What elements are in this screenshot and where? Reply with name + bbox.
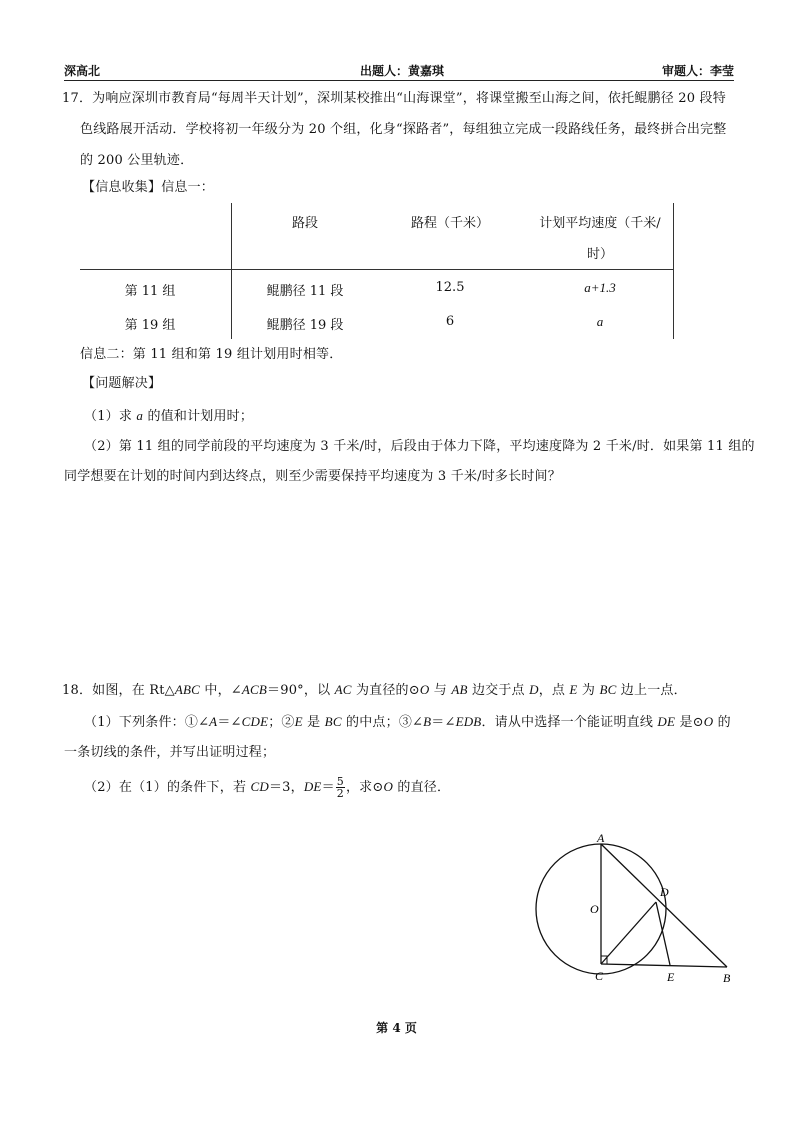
text-span: 边上一点．: [616, 683, 687, 698]
table-divider: [673, 203, 674, 339]
label-b: B: [723, 971, 731, 985]
col-header-segment: 路段: [291, 216, 318, 231]
text-span: 的中点；③∠: [341, 715, 424, 730]
author-name: 出题人：黄嘉琪: [360, 64, 445, 78]
math-var: CDE: [241, 714, 269, 729]
info-collect-title: 【信息收集】信息一：: [82, 180, 215, 195]
segment-ab: [601, 844, 727, 967]
q17-part1: [84, 401, 756, 432]
text-span: 为直径的⊙: [351, 683, 420, 698]
info2: 信息二：第 11 组和第 19 组计划用时相等．: [80, 347, 343, 362]
math-var: DE: [303, 779, 322, 794]
q17-part2-line2: 同学想要在计划的时间内到达终点，则至少需要保持平均速度为 3 千米/时多长时间？: [64, 469, 561, 484]
q17-line1: 17．为响应深圳市教育局“每周半天计划”，深圳某校推出“山海课堂”，将课堂搬至山海之间，依托鲲鹏径 20 段特: [62, 91, 726, 106]
math-var: D: [529, 682, 539, 697]
row-group: 第 11 组: [124, 284, 176, 299]
label-a: A: [597, 831, 605, 845]
label-d: D: [660, 885, 669, 899]
math-var: O: [383, 779, 394, 794]
text-span: 中，∠: [200, 683, 242, 698]
col-header-speed: 计划平均速度（千米/: [539, 216, 661, 231]
math-var: EDB: [455, 714, 482, 729]
text-span: ；②: [268, 715, 295, 730]
segment-cb: [601, 964, 727, 967]
math-var: AB: [451, 682, 468, 697]
text-span: 为: [577, 683, 600, 698]
text-span: ＝: [321, 780, 335, 795]
q18-part2: [84, 772, 756, 803]
label-o: O: [590, 902, 599, 916]
speed-expression: a+1.3: [584, 280, 616, 295]
text-span: ＝∠: [431, 715, 456, 730]
math-var: O: [419, 682, 430, 697]
math-var: BC: [324, 714, 342, 729]
text-span: ，求⊙: [345, 780, 384, 795]
math-var: A: [209, 714, 218, 729]
col-header-speed-cont: 时）: [586, 247, 613, 262]
math-var: BC: [599, 682, 617, 697]
row-speed: [550, 280, 650, 296]
math-var: DE: [657, 714, 676, 729]
q18-intro: [62, 675, 734, 706]
page-header: [64, 60, 734, 81]
row-speed: [550, 314, 650, 330]
var-a: a: [136, 408, 144, 423]
row-group: 第 19 组: [124, 318, 176, 333]
row-distance: 6: [445, 314, 455, 329]
q17-line2: 色线路展开活动．学校将初一年级分为 20 个组，化身“探路者”，每组独立完成一段路线任务，最终拼合出完整: [80, 122, 727, 137]
text-span: 与: [429, 683, 452, 698]
table-divider: [80, 269, 674, 270]
row-segment: 鲲鹏径 19 段: [266, 318, 344, 333]
text-span: ＝∠: [217, 715, 242, 730]
text-span: ＝3，: [268, 780, 304, 795]
text-span: （2）在（1）的条件下，若: [84, 780, 251, 795]
q18-part1-line2: 一条切线的条件，并写出证明过程；: [64, 745, 276, 760]
math-var: E: [569, 682, 578, 697]
label-c: C: [595, 969, 604, 983]
text-span: 边交于点: [467, 683, 530, 698]
text-span: （1）下列条件：①∠: [84, 715, 210, 730]
row-distance: 12.5: [435, 280, 465, 295]
text-span: 的: [713, 715, 731, 730]
math-var: AC: [334, 682, 352, 697]
text-span: 18．如图，在 Rt△: [62, 683, 175, 698]
text-span: 的值和计划用时；: [147, 409, 254, 424]
label-e: E: [667, 970, 675, 984]
q17-part2-line1: （2）第 11 组的同学前段的平均速度为 3 千米/时，后段由于体力下降，平均速度降为 2 千米/时．如果第 11 组的: [84, 439, 755, 454]
route-table: [80, 203, 674, 339]
text-span: 是⊙: [675, 715, 704, 730]
text-span: 的直径．: [393, 780, 451, 795]
fraction: [336, 776, 345, 799]
text-span: 是: [302, 715, 325, 730]
segment-de: [656, 902, 670, 965]
text-span: ，点: [538, 683, 570, 698]
problem-solving-title: 【问题解决】: [82, 376, 162, 391]
row-segment: 鲲鹏径 11 段: [266, 284, 344, 299]
speed-expression: a: [596, 314, 604, 329]
text-span: （1）求: [84, 409, 133, 424]
col-header-distance: 路程（千米）: [410, 216, 489, 231]
fraction-denominator: 2: [336, 787, 344, 800]
table-divider: [231, 203, 232, 339]
q18-part1: [84, 707, 756, 738]
reviewer-name: 审题人：李莹: [661, 64, 734, 78]
math-var: ABC: [174, 682, 201, 697]
math-var: E: [294, 714, 303, 729]
q17-line3: 的 200 公里轨迹．: [80, 153, 194, 168]
text-span: ＝90°，以: [267, 683, 335, 698]
geometry-figure: [535, 830, 745, 990]
math-var: ACB: [241, 682, 268, 697]
math-var: O: [703, 714, 714, 729]
fraction-numerator: 5: [336, 775, 344, 788]
page-number: 第 4 页: [376, 1021, 417, 1035]
school-name: 深高北: [64, 64, 101, 78]
text-span: ．请从中选择一个能证明直线: [481, 715, 658, 730]
math-var: CD: [250, 779, 269, 794]
math-var: B: [423, 714, 432, 729]
